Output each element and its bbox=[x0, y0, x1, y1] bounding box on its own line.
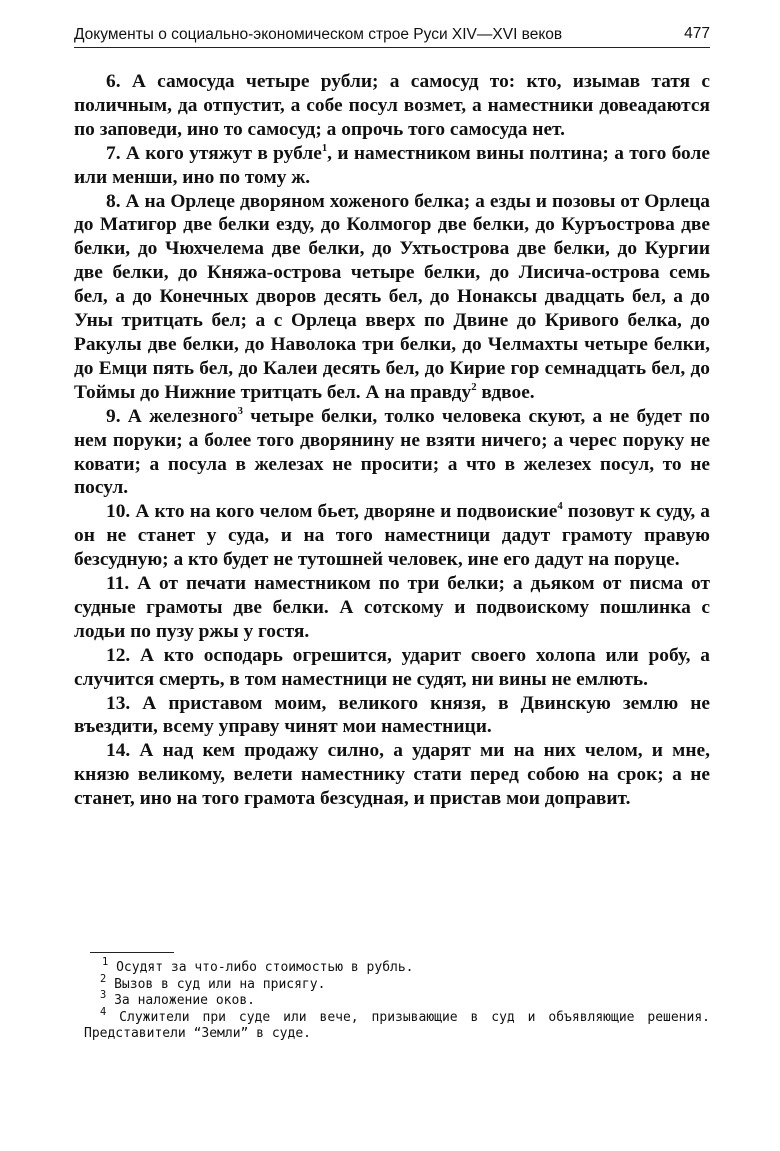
footnote-ref-2: 2 bbox=[471, 380, 477, 393]
footnote-4: $^4$ Служители при суде или вече, призывающие в суд и объявляющие решения. Представители “Земли” в суде. bbox=[84, 1005, 710, 1041]
article-12: 12. А кто осподарь огрешится, ударит своего холопа или робу, а случится смерть, в том наместници не судят, ни вины не емлють. bbox=[74, 644, 710, 690]
header-rule bbox=[74, 47, 710, 48]
page-number: 477 bbox=[684, 25, 710, 42]
footnote-1: $^1$ Осудят за что-либо стоимостью в рубль. bbox=[102, 955, 414, 975]
header-title: Документы о социально-экономическом строе Руси XIV—XVI веков bbox=[74, 26, 563, 43]
article-7: 7. А кого утяжут в рубле$^1$, и наместником вины полтина; а того боле или менши, ино по тому ж. bbox=[74, 141, 710, 188]
footnote-3: $^3$ За наложение оков. bbox=[100, 988, 255, 1008]
footnote-2: $^2$ Вызов в суд или на присягу. bbox=[100, 972, 326, 992]
running-header bbox=[74, 20, 710, 50]
footnote-separator bbox=[90, 952, 174, 953]
article-9: 9. А железного$^3$ четыре белки, толко человека скуют, а не будет по нем поруки; а более того дворянину не взяти ничего; а черес поруку не ковати; а посула в железах не просити; а что в железех посул, то не посул. bbox=[74, 404, 710, 499]
article-14: 14. А над кем продажу силно, а ударят ми на них челом, и мне, князю великому, велети наместнику стати перед собою на срок; а не станет, ино на того грамота безсудная, и пристав мои доправит. bbox=[74, 740, 710, 810]
article-6: 6. А самосуда четыре рубли; а самосуд то: кто, изымав татя с поличным, да отпустит, а собе посул возмет, а наместники довеадаются по заповеди, ино то самосуд; а опрочь того самосуда нет. bbox=[74, 71, 710, 140]
footnotes bbox=[84, 955, 710, 1043]
footnote-ref-1: 1 bbox=[321, 141, 328, 154]
article-8: 8. А на Орлеце дворяном хоженого белка; а езды и позовы от Орлеца до Матигор две белки езду, до Колмогор две белки, до Куръострова две белки, до Чюхчелема две белки, до Ухтьострова две белки, до Кургии две белки, до Княжа-острова четыре белки, до Лисича-острова семь бел, а до Конечных дворов десять бел, до Нонаксы двадцать бел, а до Уны тритцать бел; а с Орлеца вверх по Двине до Кривого белка, до Ракулы две белки, до Наволока три белки, до Челмахты четыре белки, до Емци пять бел, до Калеи десять бел, до Кирие гор семнадцать бел, до Тоймы до Нижние тритцать бел. А на правду$^2$ вдвое. bbox=[74, 190, 710, 403]
footnote-ref-3: 3 bbox=[237, 404, 243, 417]
footnote-ref-4: 4 bbox=[557, 500, 563, 513]
article-13: 13. А приставом моим, великого князя, в Двинскую землю не въездити, всему управу чинят мои наместници. bbox=[74, 692, 710, 738]
article-10: 10. А кто на кого челом бьет, дворяне и подвоиские$^4$ позовут к суду, а он не станет у суда, и на того наместници дадут грамоту правую безсудную; а кто будет не тутошней человек, ине его дадут на поруце. bbox=[74, 500, 710, 571]
article-11: 11. А от печати наместником по три белки; а дьяком от писма от судные грамоты две белки. А сотскому и подвоискому пошлинка с лодьи по пузу ржы у гостя. bbox=[74, 573, 710, 642]
main-text bbox=[74, 70, 710, 811]
